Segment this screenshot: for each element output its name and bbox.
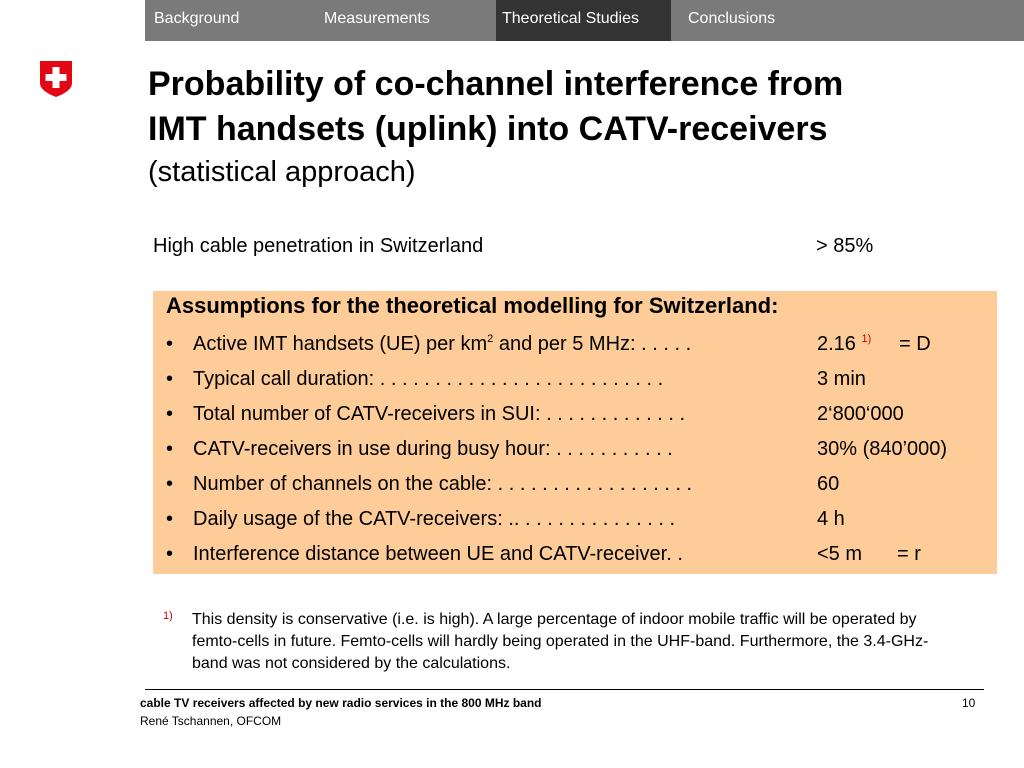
title-line-2: IMT handsets (uplink) into CATV-receivers <box>148 110 828 148</box>
item-label: Daily usage of the CATV-receivers: .. . . . . . . . . . . . . . . <box>193 508 676 530</box>
item-value: 2‘800‘000 <box>817 403 904 425</box>
item-value: 3 min <box>817 368 866 390</box>
bullet: • <box>166 543 174 565</box>
bullet: • <box>166 473 174 495</box>
list-item <box>153 508 997 543</box>
item-label: Interference distance between UE and CATV-receiver. . <box>193 543 683 565</box>
swiss-cross-icon <box>40 61 72 97</box>
item-label: Active IMT handsets (UE) per $km^2$ and per 5 MHz: . . . . . <box>193 333 692 355</box>
assumptions-heading: Assumptions for the theoretical modelling for Switzerland: <box>166 293 779 318</box>
tab-background[interactable]: Background <box>154 10 240 27</box>
item-value: <5 m <box>817 543 863 565</box>
item-symbol: = D <box>899 333 931 355</box>
footer-author: René Tschannen, OFCOM <box>140 714 282 728</box>
list-item <box>153 543 997 578</box>
bullet: • <box>166 403 174 425</box>
bullet: • <box>166 368 174 390</box>
title-line-1: Probability of co-channel interference from <box>148 65 844 103</box>
list-item <box>153 368 997 403</box>
list-item <box>153 403 997 438</box>
tab-conclusions[interactable]: Conclusions <box>688 10 776 27</box>
item-value: 60 <box>817 473 840 495</box>
item-label: Typical call duration: . . . . . . . . . . . . . . . . . . . . . . . . . . <box>193 368 664 390</box>
penetration-value: > 85% <box>816 235 874 257</box>
footer-divider <box>145 689 984 690</box>
slide-title <box>148 62 1008 192</box>
item-value: 4 h <box>817 508 845 530</box>
item-value: 2.16 $^{1)}$ <box>817 333 872 355</box>
footer-title: cable TV receivers affected by new radio services in the 800 MHz band <box>140 696 542 710</box>
list-item <box>153 473 997 508</box>
top-nav-bar <box>145 0 1024 41</box>
item-symbol: = r <box>897 543 921 565</box>
footnote-ref: 1) <box>861 333 872 345</box>
bullet: • <box>166 438 174 460</box>
item-label: Number of channels on the cable: . . . . . . . . . . . . . . . . . . <box>193 473 693 495</box>
footnote-mark: 1) <box>163 610 173 622</box>
tab-measurements[interactable]: Measurements <box>324 10 430 27</box>
footnote-text: This density is conservative (i.e. is high). A large percentage of indoor mobile traffic will be operated by femto-cells in future. Femto-cells will hardly being operated in the UHF-band. Furthermore, the 3.4-GHz-band was not considered by the calculations. <box>192 611 929 672</box>
title-subtitle: (statistical approach) <box>148 156 416 188</box>
assumptions-box <box>153 291 997 574</box>
bullet: • <box>166 333 174 355</box>
list-item <box>153 333 997 368</box>
list-item <box>153 438 997 473</box>
item-label: Total number of CATV-receivers in SUI: . . . . . . . . . . . . . <box>193 403 686 425</box>
tab-theoretical-studies[interactable]: Theoretical Studies <box>496 0 671 41</box>
page-number: 10 <box>962 696 976 710</box>
penetration-label: High cable penetration in Switzerland <box>153 235 484 257</box>
item-value: 30% (840’000) <box>817 438 948 460</box>
bullet: • <box>166 508 174 530</box>
item-label: CATV-receivers in use during busy hour: . . . . . . . . . . . <box>193 438 673 460</box>
